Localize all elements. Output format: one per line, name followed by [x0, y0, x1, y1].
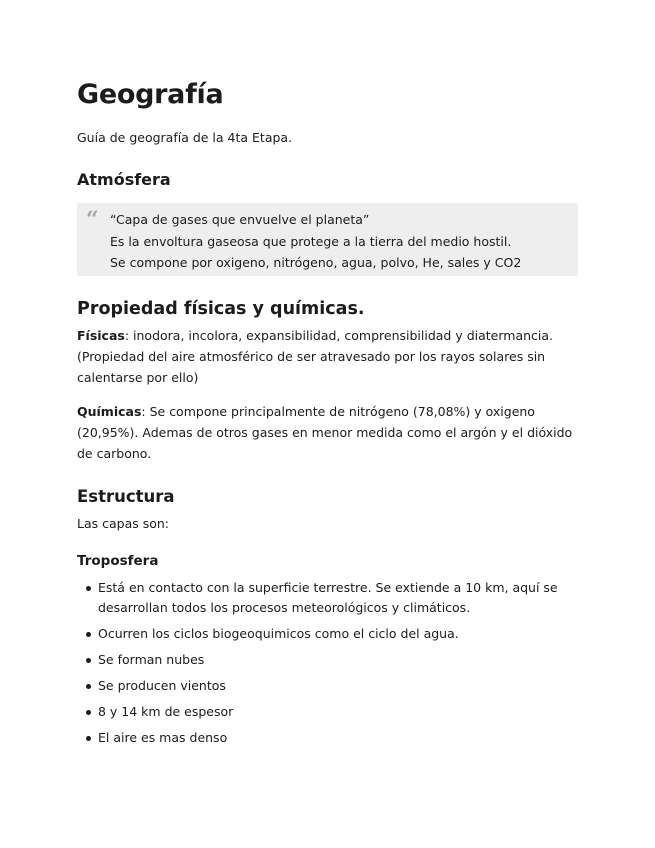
troposfera-list	[77, 578, 578, 754]
list-item: Se producen vientos	[77, 676, 578, 696]
list-item: 8 y 14 km de espesor	[77, 702, 578, 722]
quimicas-paragraph	[77, 401, 578, 464]
list-item: El aire es mas denso	[77, 728, 578, 748]
list-item: Está en contacto con la superficie terrestre. Se extiende a 10 km, aquí se desarrollan todos los procesos meteorológicos y climáticos.	[77, 578, 578, 618]
quote-line: “Capa de gases que envuelve el planeta”	[110, 212, 370, 227]
list-item: Ocurren los ciclos biogeoquimicos como el ciclo del agua.	[77, 624, 578, 644]
fisicas-paragraph	[77, 325, 578, 388]
list-item: Se forman nubes	[77, 650, 578, 670]
estructura-intro: Las capas son:	[77, 516, 170, 531]
quote-line: Es la envoltura gaseosa que protege a la tierra del medio hostil.	[110, 234, 512, 249]
quimicas-label: Químicas	[77, 404, 142, 419]
page-title: Geografía	[77, 79, 224, 110]
quote-mark-icon: “	[86, 207, 99, 233]
fisicas-label: Físicas	[77, 328, 125, 343]
section-heading-estructura: Estructura	[77, 487, 175, 506]
page-subtitle: Guía de geografía de la 4ta Etapa.	[77, 130, 293, 145]
quimicas-text: : Se compone principalmente de nitrógeno (78,08%) y oxigeno (20,95%). Ademas de otros gases en menor medida como el argón y el dióxido de carbono.	[77, 404, 573, 461]
fisicas-text: : inodora, incolora, expansibilidad, comprensibilidad y diatermancia. (Propiedad del aire atmosférico de ser atravesado por los rayos solares sin calentarse por ello)	[77, 328, 554, 385]
quote-line: Se compone por oxigeno, nitrógeno, agua, polvo, He, sales y CO2	[110, 255, 522, 270]
atmosfera-quote-block	[77, 203, 578, 276]
section-heading-atmosfera: Atmósfera	[77, 170, 171, 189]
subsection-heading-troposfera: Troposfera	[77, 553, 159, 569]
section-heading-propiedades: Propiedad físicas y químicas.	[77, 299, 365, 319]
